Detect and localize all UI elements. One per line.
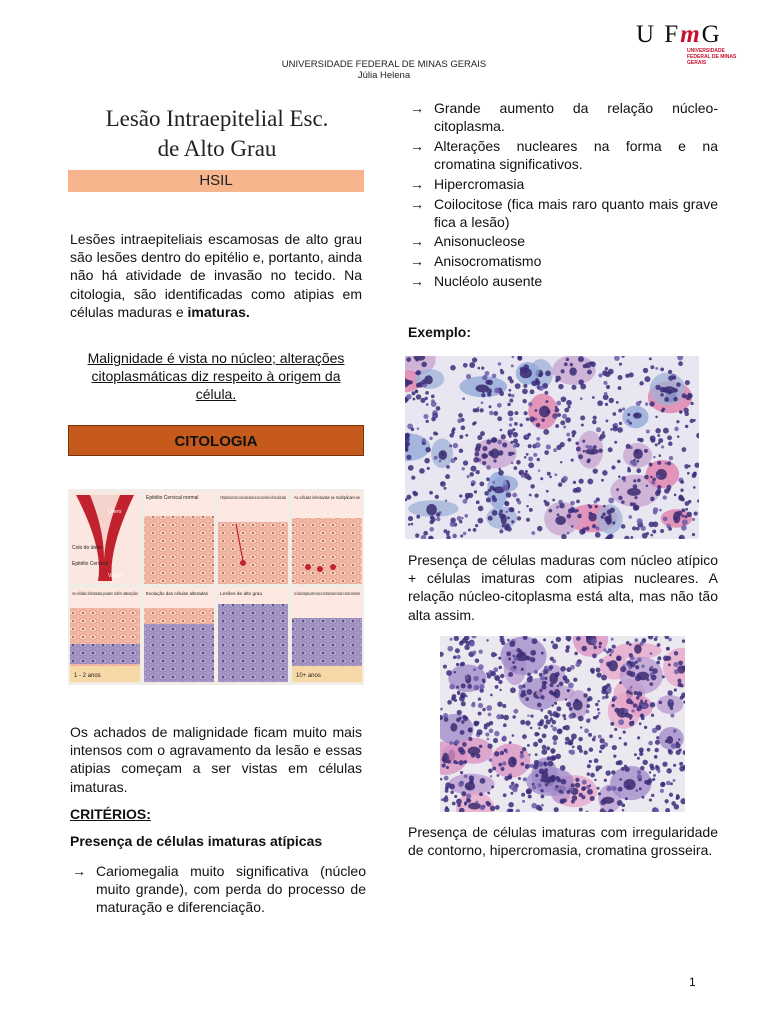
list-item [408,137,718,173]
header-author: Júlia Helena [357,70,411,81]
diagram-invasion-label: As células malignas podem romper a membrana basal e invadir os tecidos envolventes [294,591,360,596]
diagram-panel-high-grade [218,588,288,682]
intro-paragraph [70,230,362,321]
diagram-normal-label: Epitélio Cervical normal [146,495,199,501]
diagram-panel-infection [218,492,288,584]
page-header [0,59,768,81]
list-item-text: Coilocitose (fica mais raro quanto mais grave fica a lesão) [434,195,718,230]
title-line2: de Alto Grau [157,136,277,161]
left-criteria-list [70,862,366,918]
micrograph-2 [440,636,685,812]
diagram-panel-invasion [292,588,362,682]
diagram-panel-multiply [292,492,362,584]
exemplo-heading: Exemplo: [408,324,472,340]
logo-subtitle: UNIVERSIDADE FEDERAL DE MINAS GERAIS [687,48,737,66]
list-item-text: Anisocromatismo [434,253,542,270]
list-item [408,175,718,193]
logo-text-pre: U F [636,21,681,48]
caption-2: Presença de células imaturas com irregularidade de contorno, hipercromasia, cromatina grosseira. [408,824,718,859]
list-item-text: Nucléolo ausente [434,272,543,289]
diagram-colo-label: Colo do útero [72,545,103,551]
list-item [70,862,366,917]
list-item [408,195,718,231]
diagram-high-grade-label: Lesões de alto grau [220,592,263,597]
list-item [408,99,718,135]
caption-1: Presença de células maduras com núcleo atípico + células imaturas com atipias nucleares. A relação núcleo-citoplasma está alta, mas não tão alta assim. [408,552,718,623]
malignancy-note: Malignidade é vista no núcleo; alterações citoplasmáticas diz respeito à origem da célula. [87,350,345,403]
diagram-time2-label: 10+ anos [296,673,321,679]
criterios-subheading: Presença de células imaturas atípicas [70,833,323,849]
logo-text-post: G [701,21,722,48]
header-institution: UNIVERSIDADE FEDERAL DE MINAS GERAIS [281,59,487,70]
diagram-time1-label: 1 - 2 anos [74,673,101,679]
hpv-progression-diagram [68,489,364,685]
logo-letters [636,22,748,48]
citologia-banner: CITOLOGIA [68,425,364,456]
arrow-icon: → [72,863,86,879]
right-criteria-list [408,99,718,292]
diagram-panel-evolution [144,588,214,682]
arrow-icon: → [410,195,424,212]
list-item-text: Alterações nucleares na forma e na cromatina significativos. [434,137,718,173]
page-title [68,104,366,164]
list-item [408,272,718,290]
list-item-text: Anisonucleose [434,233,526,250]
page-number: 1 [689,975,696,989]
diagram-panel-changes [70,588,140,682]
diagram-vagina-label: Vagina [108,573,124,579]
criterios-heading: CRITÉRIOS: [70,806,151,822]
diagram-panel-normal [144,492,214,584]
list-item-text: Hipercromasia [434,175,525,192]
intro-bold: imaturas. [187,303,250,320]
diagram-infection-label: O Papilomavírus entra no seu tecido através de uma microlesão e infecta célula basal [220,495,287,500]
arrow-icon: → [410,137,424,154]
arrow-icon: → [410,233,424,250]
arrow-icon: → [410,100,424,116]
diagram-multiply-label: As células infectadas se multiplicam-se [294,495,361,500]
diagram-panel-uterus [70,492,140,584]
logo-text-m: m [680,21,702,48]
micrograph-1 [405,356,699,539]
list-item [408,252,718,270]
diagram-uterus-label: Útero [108,509,122,515]
list-item [408,232,718,250]
diagram-changes-label: As células infectadas podem sofrer alterações [72,591,139,596]
title-line1: Lesão Intraepitelial Esc. [105,106,329,131]
arrow-icon: → [410,175,424,192]
arrow-icon: → [410,272,424,289]
diagram-evolution-label: Evolução das células alteradas [146,591,209,596]
arrow-icon: → [410,253,424,270]
hsil-banner: HSIL [68,170,364,192]
list-item-text: Grande aumento da relação núcleo-citoplasma. [434,100,718,135]
list-item-text: Cariomegalia muito significativa (núcleo muito grande), com perda do processo de maturação e diferenciação. [96,863,366,916]
achados-paragraph: Os achados de malignidade ficam muito mais intensos com o agravamento da lesão e essas atipias começam a ser vistas em células imaturas. [70,724,362,795]
diagram-epitelio-label: Epitélio Cervical [72,561,108,567]
intro-text: Lesões intraepiteliais escamosas de alto grau são lesões dentro do epitélio e, portanto, ainda não há atividade de invasão no tecido. Na citologia, são identificadas como atipias em células maduras e [70,231,362,320]
